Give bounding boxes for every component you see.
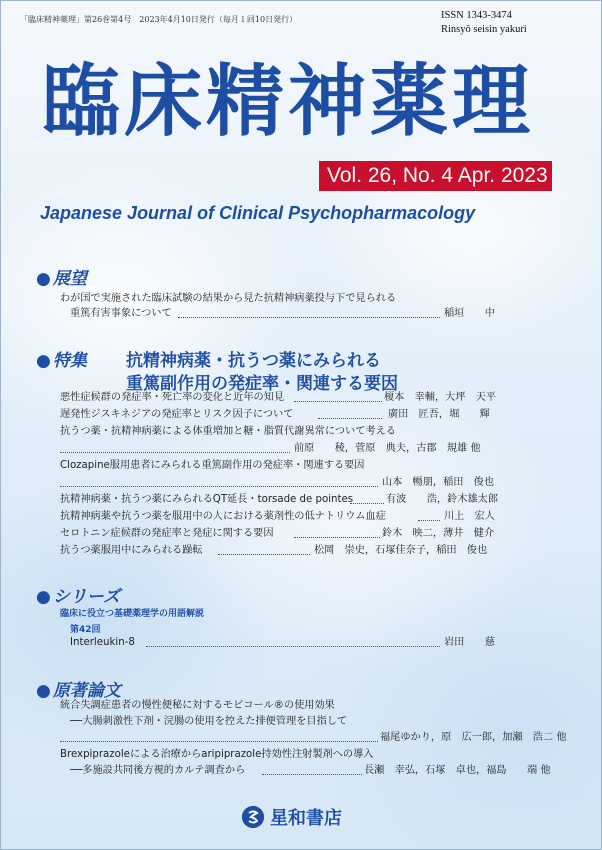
section-heading-tenbo [36, 264, 87, 289]
article-author: 廣田 匠吾，堀 輝 [388, 409, 490, 420]
article-title: Interleukin-8 [70, 637, 135, 648]
article-subtitle: ──大腸刺激性下剤・浣腸の使用を控えた排便管理を目指して [70, 716, 348, 727]
article-title: 悪性症候群の発症率・死亡率の変化と近年の知見 [60, 392, 285, 403]
article-author: 山本 暢朋，稲田 俊也 [382, 477, 495, 488]
special-title-line1: 抗精神病薬・抗うつ薬にみられる [126, 351, 381, 371]
leader-dots [294, 537, 380, 538]
bullet-icon: ● [36, 269, 51, 289]
article-author: 福尾ゆかり，原 広一郎，加瀬 浩二 他 [380, 732, 567, 743]
leader-dots [146, 646, 440, 647]
leader-dots [318, 418, 382, 419]
article-title: わが国で実施された臨床試験の結果から見た抗精神病薬投与下で見られる [60, 293, 397, 304]
leader-dots [218, 554, 310, 555]
article-title: Clozapine服用患者にみられる重篤副作用の発症率・関連する要因 [60, 460, 365, 471]
article-title: Brexpiprazoleによる治療からaripiprazole持効性注射製剤への導入 [60, 749, 374, 760]
bullet-icon: ● [36, 351, 51, 371]
section-heading-original [36, 676, 121, 701]
issue-info: 「臨床精神薬理」第26巻第4号 2023年4月10日発行（毎月１回10日発行） [20, 15, 298, 24]
issn-block [441, 9, 527, 37]
article-title: 重篤有害事象について [70, 308, 172, 319]
leader-dots [60, 452, 290, 453]
section-heading-series [36, 582, 120, 607]
article-author: 長瀬 幸弘，石塚 卓也，福島 端 他 [364, 765, 551, 776]
leader-dots [60, 486, 378, 487]
article-title: 抗うつ薬服用中にみられる躁転 [60, 545, 203, 556]
leader-dots [60, 741, 378, 742]
bullet-icon: ● [36, 587, 51, 607]
article-author: 稲垣 中 [444, 308, 495, 319]
article-title: セロトニン症候群の発症率と発症に関する要因 [60, 528, 274, 539]
leader-dots [178, 317, 440, 318]
series-subtitle: 臨床に役立つ基礎薬理学の用語解説 [60, 609, 205, 619]
article-title: 抗精神病薬や抗うつ薬を服用中の人における薬剤性の低ナトリウム血症 [60, 511, 386, 522]
article-author: 岩田 慈 [444, 637, 495, 648]
section-heading-tokushu [36, 346, 87, 371]
section-heading-label: 原著論文 [52, 681, 121, 701]
article-author: 榎本 幸輔，大坪 天平 [384, 392, 497, 403]
publisher-logo [242, 803, 342, 831]
article-subtitle: ──多施設共同後方視的カルテ調査から [70, 765, 246, 776]
series-number: 第42回 [70, 625, 101, 635]
article-title: 統合失調症患者の慢性便秘に対するモビコール®の使用効果 [60, 700, 335, 711]
section-heading-label: 展望 [52, 269, 87, 289]
section-heading-label: シリーズ [52, 587, 120, 607]
seiwa-logo-icon [242, 806, 264, 828]
article-author: 前原 稜，菅原 典夫，古郡 規雄 他 [294, 443, 481, 454]
article-author: 有波 浩，鈴木雄太郎 [386, 494, 499, 505]
article-title: 遅発性ジスキネジアの発症率とリスク因子について [60, 409, 294, 420]
leader-dots [294, 401, 382, 402]
leader-dots [262, 774, 362, 775]
journal-title: 臨床精神薬理 [42, 57, 535, 147]
article-author: 川上 宏人 [444, 511, 495, 522]
article-author: 松岡 崇史，石塚佳奈子，稲田 俊也 [314, 545, 488, 556]
section-heading-label: 特集 [52, 351, 87, 371]
english-title: Japanese Journal of Clinical Psychopharmacology [40, 203, 476, 223]
article-title: 抗うつ薬・抗精神病薬による体重増加と糖・脂質代謝異常について考える [60, 426, 396, 437]
leader-dots [350, 503, 384, 504]
romaji-title: Rinsyō seisin yakuri [441, 24, 527, 35]
leader-dots [418, 520, 440, 521]
publisher-name: 星和書店 [270, 808, 342, 829]
volume-badge: Vol. 26, No. 4 Apr. 2023 [319, 161, 552, 191]
special-title-line2: 重篤副作用の発症率・関連する要因 [126, 374, 398, 394]
issn-number: ISSN 1343-3474 [441, 10, 512, 21]
article-author: 鈴木 映二，薄井 健介 [382, 528, 495, 539]
bullet-icon: ● [36, 681, 51, 701]
article-title: 抗精神病薬・抗うつ薬にみられるQT延長・torsade de pointes [60, 494, 354, 505]
